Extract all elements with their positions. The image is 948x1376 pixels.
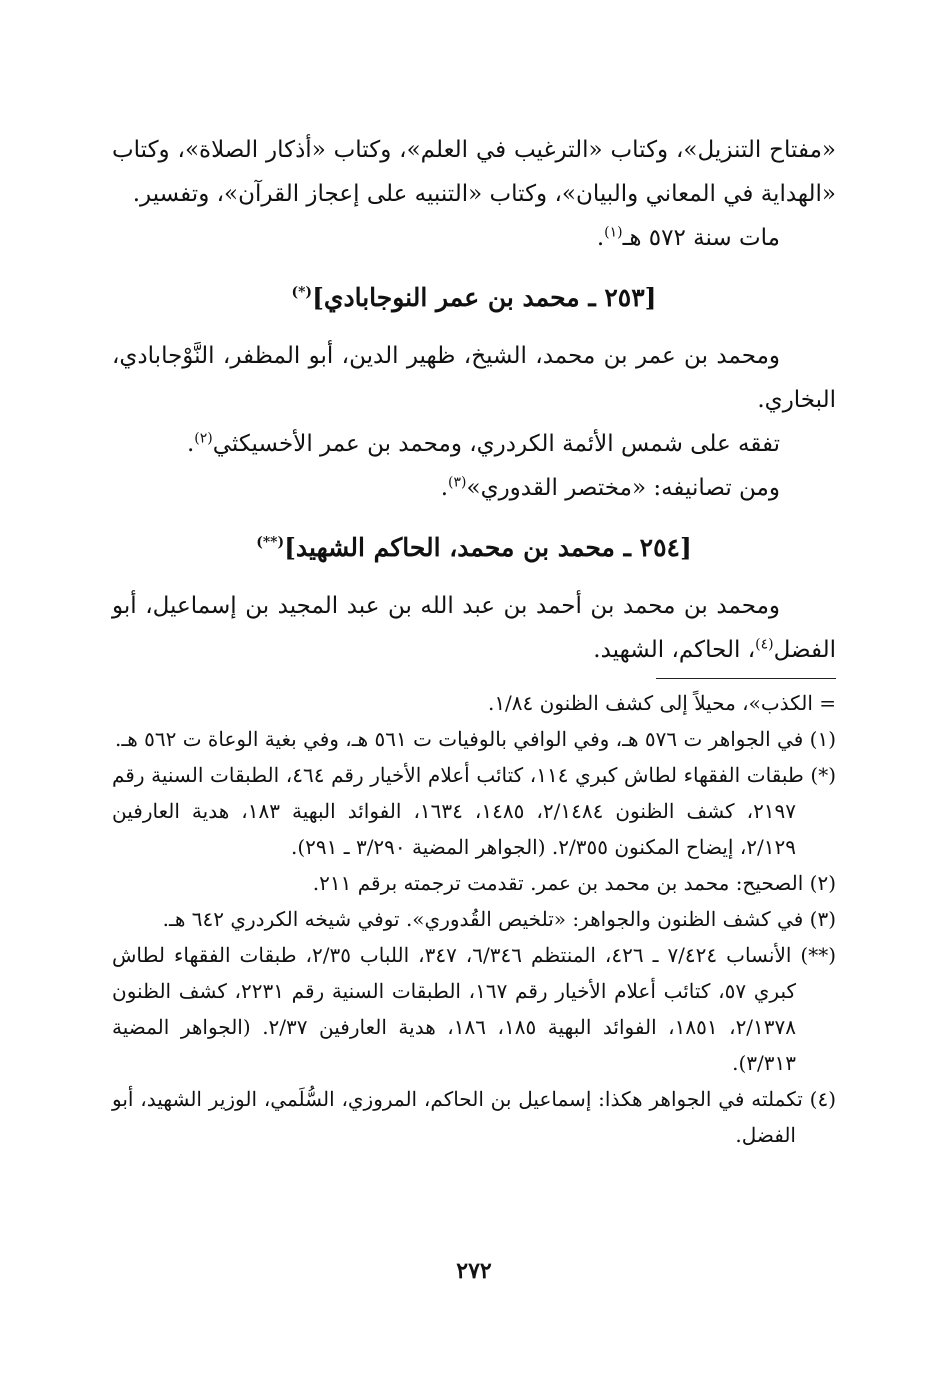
entry-253-paragraph-2-text: تفقه على شمس الأئمة الكردري، ومحمد بن عمر الأخسيكثي xyxy=(212,431,780,457)
entry-254-tail: ، الحاكم، الشهيد. xyxy=(593,637,756,663)
death-date-line: مات سنة ٥٧٢ هـ$^{(١)}$. xyxy=(596,224,780,251)
entry-253-paragraph-2: تفقه على شمس الأئمة الكردري، ومحمد بن عمر الأخسيكثي$^{(٢)}$. xyxy=(186,430,780,457)
footnote-2: (٢) الصحيح: محمد بن محمد بن عمر. تقدمت ترجمته برقم ٢١١. xyxy=(312,871,836,895)
entry-254-title: [٢٥٤ ـ محمد بن محمد، الحاكم الشهيد] xyxy=(284,533,692,562)
entry-253-paragraph-1: ومحمد بن عمر بن محمد، الشيخ، ظهير الدين، أبو المظفر، النَّوْجابادي، البخاري. xyxy=(112,343,836,413)
entry-254-text: ومحمد بن محمد بن أحمد بن عبد الله بن عبد المجيد بن إسماعيل، أبو الفضل xyxy=(112,593,836,663)
death-date-text: مات سنة ٥٧٢ هـ xyxy=(622,225,780,251)
entry-253-paragraph-3: ومن تصانيفه: «مختصر القدوري»$^{(٣)}$. xyxy=(440,474,780,501)
entry-253-title: [٢٥٣ ـ محمد بن عمر النوجابادي] xyxy=(312,283,657,312)
footnote-ref: (١) xyxy=(604,224,623,241)
footnote-star: (*) طبقات الفقهاء لطاش كبري ١١٤، كتائب أعلام الأخيار رقم ٤٦٤، الطبقات السنية رقم ٢١٩٧، كشف الظنون ٢/١٤٨٤، ١٤٨٥، ١٦٣٤، الفوائد البهية ١٨٣، هدية العارفين ٢/١٢٩، إيضاح المكنون ٢/٣٥٥. (الجواهر المضية ٣/٢٩٠ ـ ٢٩١). xyxy=(112,763,836,859)
footnotes xyxy=(112,685,836,1153)
entry-253-paragraph-3-text: ومن تصانيفه: «مختصر القدوري» xyxy=(466,475,780,501)
entry-253-heading xyxy=(112,276,836,320)
footnote-ref: (٢) xyxy=(194,430,213,447)
footnote-3: (٣) في كشف الظنون والجواهر: «تلخيص القُدوري». توفي شيخه الكردري ٦٤٢ هـ. xyxy=(162,907,836,931)
page-number: ٢٧٢ xyxy=(456,1258,492,1284)
footnote-ref: (**) xyxy=(256,534,285,551)
footnote-continuation: = الكذب»، محيلاً إلى كشف الظنون ١/٨٤. xyxy=(487,691,836,715)
intro-text: «مفتاح التنزيل»، وكتاب «الترغيب في العلم»، وكتاب «أذكار الصلاة»، وكتاب «الهداية في المعاني والبيان»، وكتاب «التنبيه على إعجاز القرآن»، وتفسير. xyxy=(112,137,836,207)
intro-paragraph xyxy=(112,128,836,260)
footnote-double-star: (**) الأنساب ٧/٤٢٤ ـ ٤٢٦، المنتظم ٦/٣٤٦، ٣٤٧، اللباب ٢/٣٥، طبقات الفقهاء لطاش كبري ٥٧، كتائب أعلام الأخيار رقم ١٦٧، الطبقات السنية رقم ٢٢٣١، كشف الظنون ٢/١٣٧٨، ١٨٥١، الفوائد البهية ١٨٥، ١٨٦، هدية العارفين ٢/٣٧. (الجواهر المضية ٣/٣١٣). xyxy=(112,943,837,1075)
footnote-4: (٤) تكملته في الجواهر هكذا: إسماعيل بن الحاكم، المروزي، السُّلَمي، الوزير الشهيد، أبو الفضل. xyxy=(112,1087,836,1147)
footnote-separator xyxy=(656,678,836,679)
footnote-ref: (٣) xyxy=(448,474,467,491)
footnote-1: (١) في الجواهر ت ٥٧٦ هـ، وفي الوافي بالوفيات ت ٥٦١ هـ، وفي بغية الوعاة ت ٥٦٢ هـ. xyxy=(114,727,836,751)
entry-254-heading xyxy=(112,526,836,570)
entry-254-paragraph xyxy=(112,584,836,672)
footnote-ref: (*) xyxy=(291,284,313,301)
footnote-ref: (٤) xyxy=(755,636,774,653)
